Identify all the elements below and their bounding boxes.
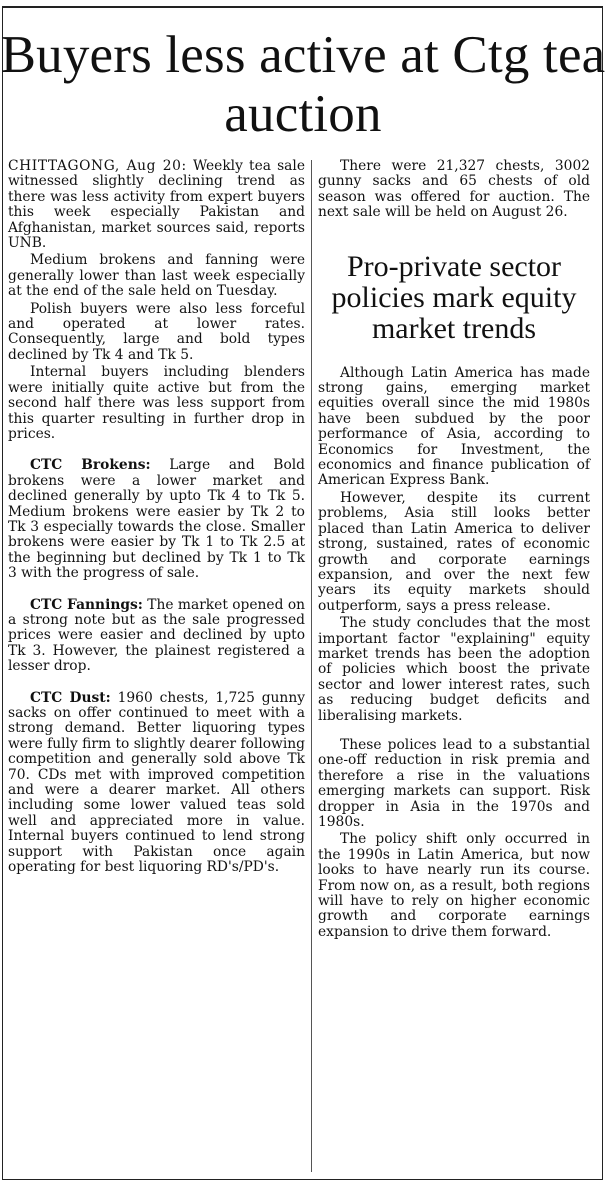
section-ctc-fannings bbox=[8, 598, 305, 675]
lead-paragraph bbox=[8, 159, 305, 251]
continuation-paragraph: There were 21,327 chests, 3002 gunny sacks and 65 chests of old season was offered for auction. The next sale will be held on August 26. bbox=[318, 158, 590, 221]
paragraph: The study concludes that the most important factor "explaining" equity market trends has been the adoption of policies which boost the private sector and lower interest rates, such as reducing budget deficits and liberalising markets. bbox=[318, 615, 590, 724]
column-right bbox=[318, 159, 590, 942]
headline-equity-markets: Pro-private sector policies mark equity market trends bbox=[331, 249, 577, 345]
paragraph: These polices lead to a substantial one-off reduction in risk premia and therefore a rise in the valuations emerging markets can support. Risk dropper in Asia in the 1970s and 1980s. bbox=[318, 736, 590, 830]
section-text: The market opened on a strong note but as the sale progressed prices were easier and declined by upto Tk 3. However, the plainest registered a lesser drop. bbox=[8, 596, 306, 675]
runin-label: CTC Fannings: bbox=[30, 596, 143, 613]
column-left bbox=[8, 159, 305, 877]
section-ctc-brokens bbox=[8, 458, 305, 581]
paragraph: Although Latin America has made strong gains, emerging market equities overall since the mid 1980s have been subdued by the poor performance of Asia, according to Economics for Investment, the economics and finance publication of American Express Bank. bbox=[318, 364, 590, 489]
section-text: Large and Bold brokens were a lower market and declined generally by upto Tk 4 to Tk 5. Medium brokens were easier by Tk 2 to Tk 3 especially towards the close. Smaller brokens were easier by Tk 1 to Tk 2.5 at the beginning but declined by Tk 1 to Tk 3 with the progress of sale. bbox=[8, 457, 305, 582]
section-ctc-dust bbox=[8, 691, 305, 876]
paragraph: The policy shift only occurred in the 1990s in Latin America, but now looks to have nearly run its course. From now on, as a result, both regions will have to rely on higher economic growth and corporate earnings expansion to drive them forward. bbox=[318, 831, 590, 940]
paragraph: Medium brokens and fanning were generally lower than last week especially at the end of the sale held on Tuesday. bbox=[8, 252, 305, 300]
runin-label: CTC Dust: bbox=[30, 689, 111, 706]
runin-label: CTC Brokens: bbox=[30, 457, 151, 474]
headline-tea-auction: Buyers less active at Ctg tea auction bbox=[0, 26, 606, 143]
paragraph: However, despite its current problems, Asia still looks better placed than Latin America to deliver strong, sustained, rates of economic growth and corporate earnings expansion, and over the next few years its equity markets should outperform, says a press release. bbox=[318, 489, 590, 614]
section-text: 1960 chests, 1,725 gunny sacks on offer continued to meet with a strong demand. Better liquoring types were fully firm to slightly dearer following competition and generally sold above Tk 70. CDs met with improved competition and were a dearer market. All others including some lower valued teas sold well and appreciated more in value. Internal buyers continued to lend strong support with Pakistan once again operating for best liquoring RD's/PD's. bbox=[8, 689, 305, 876]
column-divider bbox=[311, 160, 312, 1172]
paragraph: Polish buyers were also less forceful and operated at lower rates. Consequently, large and bold types declined by Tk 4 and Tk 5. bbox=[8, 300, 305, 363]
paragraph-text: Weekly tea sale witnessed slightly declining trend as there was less activity from expert buyers this week especially Pakistan and Afghanistan, market sources said, reports UNB. bbox=[8, 158, 305, 252]
dateline: CHITTAGONG, Aug 20: bbox=[8, 158, 187, 174]
paragraph: Internal buyers including blenders were initially quite active but from the second half there was less support from this quarter resulting in further drop in prices. bbox=[8, 364, 305, 442]
